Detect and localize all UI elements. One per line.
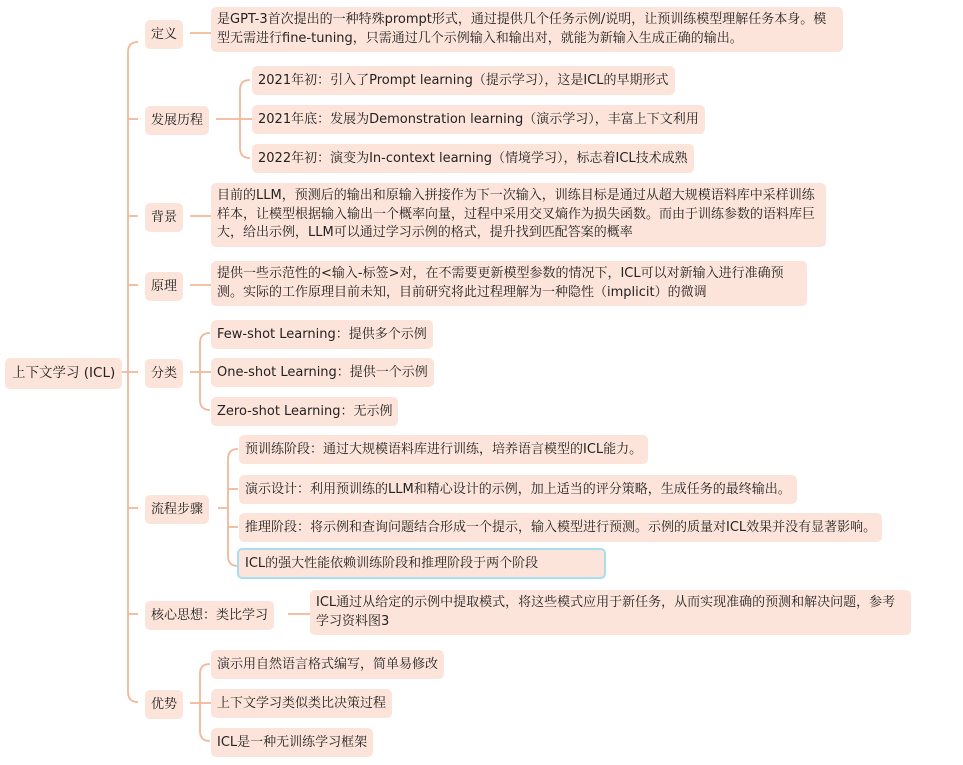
classification-item-one-shot[interactable] (211, 358, 434, 387)
core-idea-label: 核心思想：类比学习 (151, 608, 269, 623)
definition-label: 定义 (151, 27, 178, 42)
core-idea-detail[interactable] (310, 590, 911, 635)
classification-node[interactable] (145, 359, 183, 388)
advantages-label: 优势 (151, 697, 178, 712)
history-item-text: 2021年底：发展为Demonstration learning（演示学习），丰富上下文利用 (258, 112, 699, 127)
process-item-text: 推理阶段：将示例和查询问题结合形成一个提示，输入模型进行预测。示例的质量对ICL效果并没有显著影响。 (245, 520, 877, 535)
classification-label: 分类 (151, 366, 178, 381)
history-label: 发展历程 (151, 113, 204, 128)
classification-item-text: Zero-shot Learning：无示例 (217, 404, 393, 419)
principle-label: 原理 (151, 279, 178, 294)
process-item-text: 预训练阶段：通过大规模语料库进行训练，培养语言模型的ICL能力。 (245, 442, 643, 457)
definition-node[interactable] (145, 20, 183, 49)
core-idea-node[interactable] (145, 601, 274, 630)
history-item-2021-early[interactable] (252, 66, 675, 95)
process-branch (228, 449, 238, 566)
process-item-pretraining[interactable] (239, 435, 648, 464)
background-text: 目前的LLM，预测后的输出和原输入拼接作为下一次输入，训练目标是通过从超大规模语料库中采样训练样本，让模型根据输入输出一个概率向量，过程中采用交叉熵作为损失函数。而由于训练参数的语料库巨大，给出示例，LLM可以通过学习示例的格式，提升找到匹配答案的概率 (217, 188, 816, 240)
classification-item-few-shot[interactable] (211, 320, 433, 349)
process-node[interactable] (145, 495, 209, 524)
advantages-item-text: 演示用自然语言格式编写，简单易修改 (217, 657, 439, 672)
root-node[interactable] (5, 358, 122, 389)
definition-detail[interactable] (211, 7, 843, 52)
process-item-text: ICL的强大性能依赖训练阶段和推理阶段于两个阶段 (245, 556, 539, 571)
advantages-item-text: ICL是一种无训练学习框架 (217, 735, 368, 750)
process-label: 流程步骤 (151, 502, 204, 517)
background-label: 背景 (151, 210, 178, 225)
principle-detail[interactable] (211, 261, 807, 306)
definition-text: 是GPT-3首次提出的一种特殊prompt形式，通过提供几个任务示例/说明，让预训练模型理解任务本身。模型无需进行fine-tuning，只需通过几个示例输入和输出对，就能为新输入生成正确的输出。 (217, 12, 827, 46)
history-item-2021-late[interactable] (252, 105, 705, 134)
root-label: 上下文学习 (ICL) (12, 365, 116, 381)
advantages-item-text: 上下文学习类似类比决策过程 (217, 696, 387, 711)
advantages-item-analogy[interactable] (211, 689, 392, 718)
background-detail[interactable] (211, 183, 826, 247)
process-item-text: 演示设计：利用预训练的LLM和精心设计的示例，加上适当的评分策略，生成任务的最终输出。 (245, 482, 791, 497)
process-item-inference[interactable] (239, 513, 882, 542)
classification-item-text: One-shot Learning：提供一个示例 (217, 365, 428, 380)
core-idea-text: ICL通过从给定的示例中提取模式，将这些模式应用于新任务，从而实现准确的预测和解决问题，参考学习资料图3 (316, 595, 896, 629)
classification-item-zero-shot[interactable] (211, 397, 398, 426)
process-item-demonstration[interactable] (239, 475, 797, 504)
history-item-text: 2021年初：引入了Prompt learning（提示学习），这是ICL的早期形式 (258, 73, 669, 88)
advantages-node[interactable] (145, 690, 183, 719)
history-item-text: 2022年初：演变为In-context learning（情境学习），标志着ICL技术成熟 (258, 151, 688, 166)
history-item-2022-early[interactable] (252, 144, 694, 173)
classification-item-text: Few-shot Learning：提供多个示例 (217, 327, 427, 342)
advantages-item-training-free[interactable] (211, 728, 373, 757)
process-item-summary-selected[interactable] (237, 548, 606, 579)
principle-node[interactable] (145, 272, 183, 301)
history-node[interactable] (145, 106, 209, 135)
principle-text: 提供一些示范性的<输入-标签>对，在不需要更新模型参数的情况下，ICL可以对新输入进行准确预测。实际的工作原理目前未知，目前研究将此过程理解为一种隐性（implicit）的微调 (217, 266, 784, 300)
background-node[interactable] (145, 203, 183, 232)
advantages-item-natural-language[interactable] (211, 650, 444, 679)
